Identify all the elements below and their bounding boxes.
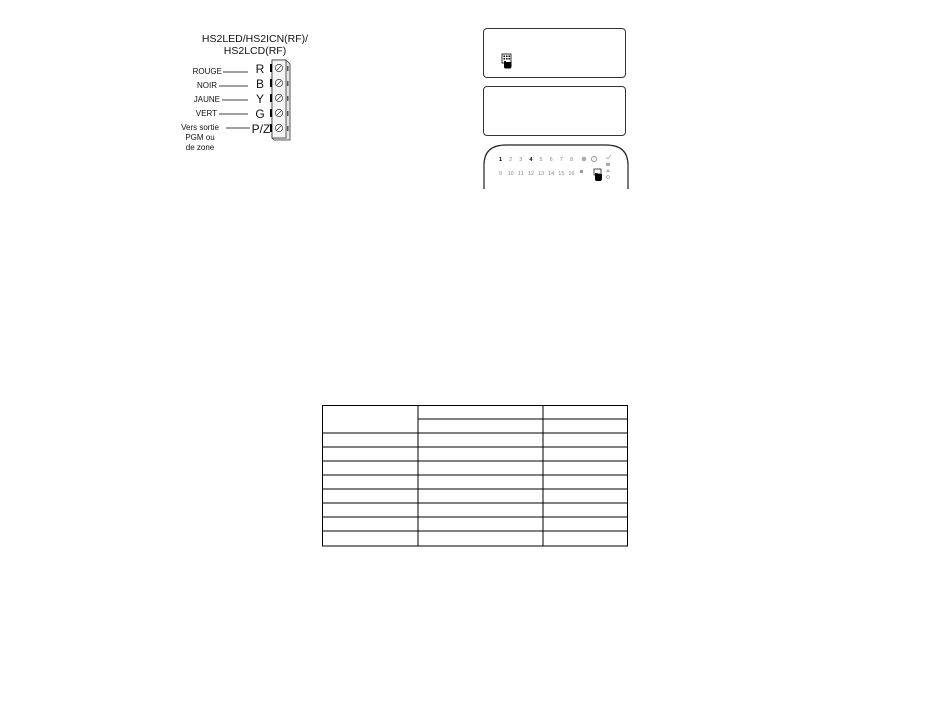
status-check-icon <box>606 155 611 159</box>
pz-label-line-2: PGM ou <box>185 133 215 142</box>
zone-led-6: 6 <box>549 157 553 163</box>
zone-led-4: 4 <box>529 157 533 163</box>
trouble-icon <box>606 169 610 172</box>
terminal-letter-b: B <box>255 77 264 91</box>
zone-led-9: 9 <box>498 171 503 177</box>
led-row-1 <box>496 157 576 163</box>
title-line-2: HS2LCD(RF) <box>223 45 287 57</box>
led-row-2 <box>496 171 576 177</box>
pz-label-line-1: Vers sortie <box>181 123 219 132</box>
screw-terminal-icon <box>268 58 294 142</box>
terminal-letter-y: Y <box>255 92 264 106</box>
zone-led-3: 3 <box>519 157 523 163</box>
lcd-blank-display <box>483 86 626 136</box>
zone-led-1: 1 <box>498 157 503 163</box>
zone-led-7: 7 <box>559 157 563 163</box>
zone-led-10: 10 <box>507 171 514 177</box>
zone-led-8: 8 <box>569 157 574 163</box>
wire-label-red: ROUGE <box>192 67 222 76</box>
empty-table <box>322 405 629 547</box>
wire-label-yellow: JAUNE <box>193 95 220 104</box>
wire-label-green: VERT <box>195 109 217 118</box>
zone-led-14: 14 <box>548 171 555 177</box>
zone-led-11: 11 <box>517 171 524 177</box>
zone-led-extra <box>580 170 583 173</box>
terminal-letter-g: G <box>255 107 265 121</box>
keypad-icon <box>500 53 514 69</box>
zone-led-13: 13 <box>538 171 545 177</box>
zone-led-15: 15 <box>558 171 565 177</box>
lcd-keypad-display <box>483 28 626 78</box>
terminal-letter-r: R <box>255 62 265 76</box>
title-line-1: HS2LED/HS2ICN(RF)/ <box>201 33 309 45</box>
svg-text:!: ! <box>593 157 595 162</box>
terminal-letter-pz: P/Z <box>251 122 271 136</box>
zone-led-5: 5 <box>539 157 543 163</box>
system-icon <box>582 157 587 162</box>
zone-led-12: 12 <box>527 171 534 177</box>
icon-keypad-status-icons <box>580 154 620 186</box>
zone-led-16: 16 <box>568 171 575 177</box>
armed-icon <box>606 163 610 166</box>
pz-label-line-3: de zone <box>185 143 215 152</box>
zone-led-2: 2 <box>509 157 513 163</box>
ac-icon <box>607 176 610 179</box>
wire-label-black: NOIR <box>197 81 217 90</box>
